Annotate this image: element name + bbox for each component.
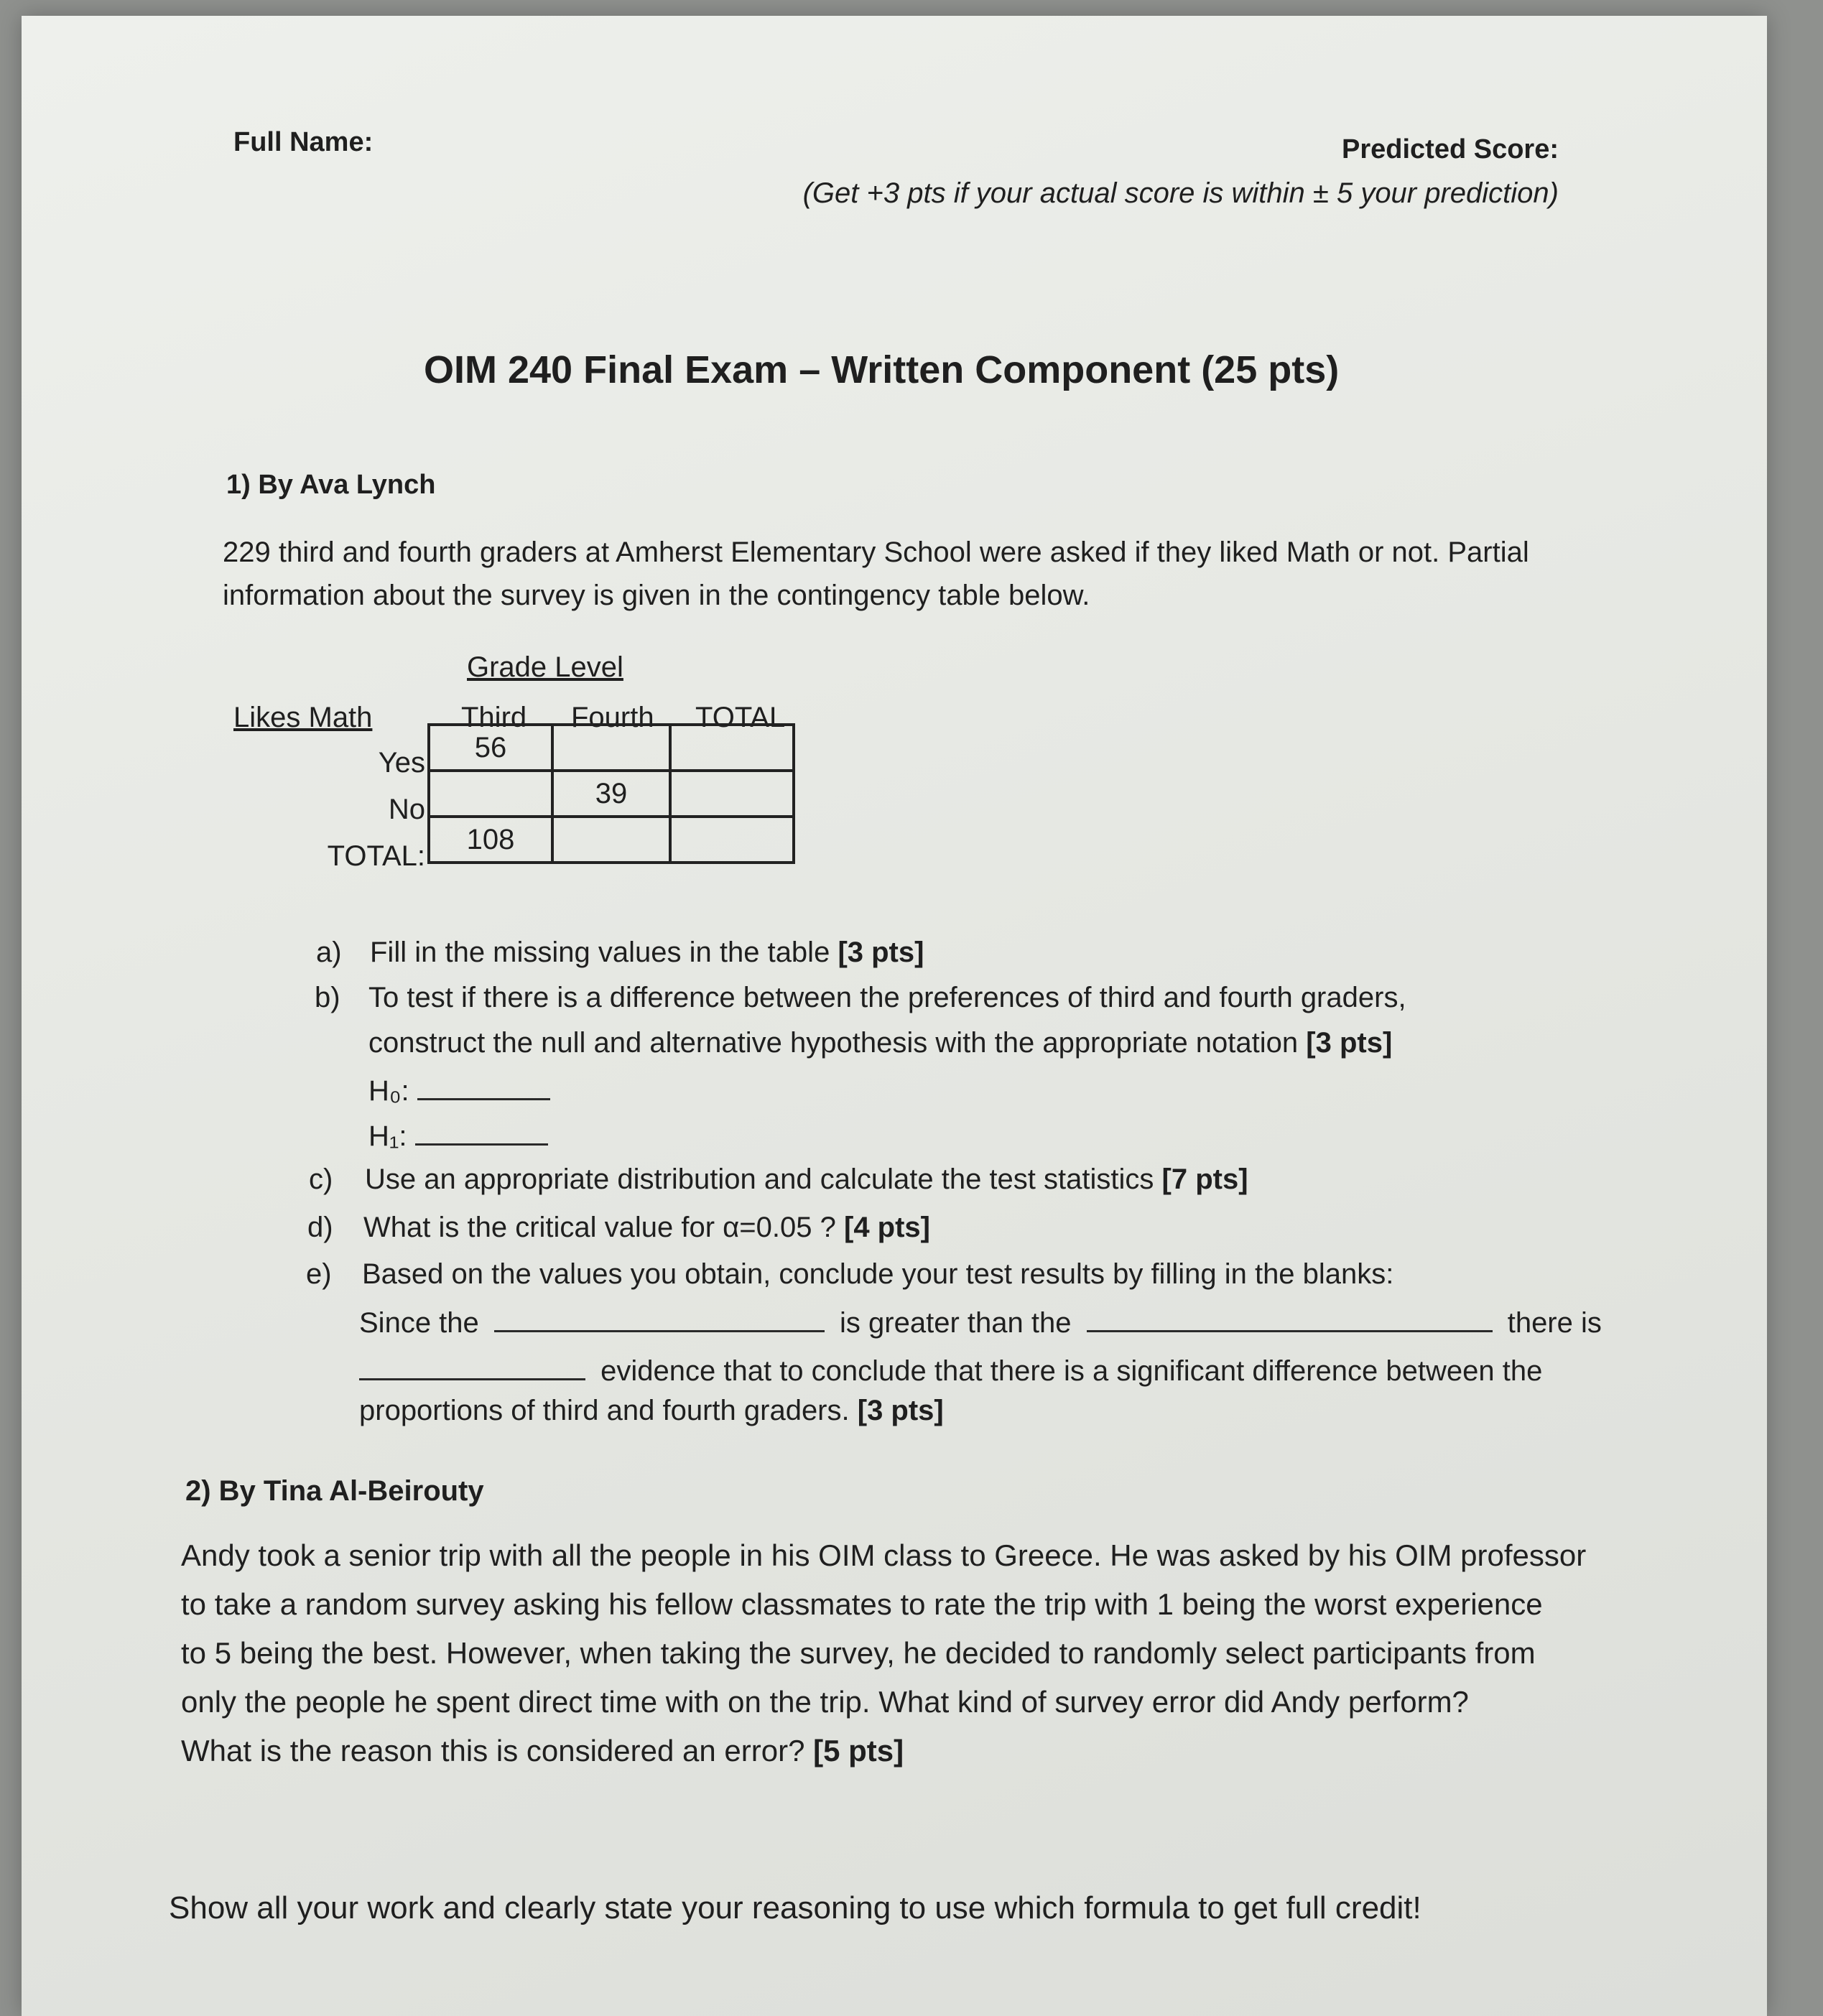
part-d-marker: d) — [307, 1212, 333, 1243]
bonus-note: (Get +3 pts if your actual score is within ± 5 your prediction) — [802, 177, 1559, 209]
e-blank-evidence[interactable] — [359, 1378, 585, 1380]
table-row — [429, 771, 794, 817]
part-a-marker: a) — [316, 937, 342, 968]
part-e-marker: e) — [306, 1258, 332, 1290]
h1-label: H₁: — [368, 1120, 407, 1152]
contingency-table — [427, 723, 795, 864]
predicted-score-label: Predicted Score: — [1342, 134, 1559, 164]
q2-line4: only the people he spent direct time with on the trip. What kind of survey error did Andy perform? — [181, 1685, 1469, 1719]
row-group-label: Likes Math — [233, 702, 373, 733]
cell-yes-third[interactable]: 56 — [429, 725, 552, 771]
e-there-text: there is — [1507, 1307, 1602, 1339]
part-a — [370, 937, 924, 969]
e-since-text: Since the — [359, 1307, 479, 1339]
part-d-points: [4 pts] — [844, 1212, 930, 1243]
q1-heading: 1) By Ava Lynch — [226, 470, 436, 500]
table-row — [429, 817, 794, 863]
alternative-hypothesis — [368, 1120, 548, 1153]
e-blank-statistic[interactable] — [494, 1329, 825, 1332]
exam-page — [22, 16, 1767, 2016]
part-b-points: [3 pts] — [1306, 1027, 1393, 1059]
null-hypothesis — [368, 1075, 550, 1107]
q2-points: [5 pts] — [813, 1734, 904, 1768]
row-label-total: TOTAL: — [327, 840, 425, 872]
part-b-line1: To test if there is a difference between the preferences of third and fourth graders, — [368, 982, 1406, 1013]
part-b-text2: construct the null and alternative hypothesis with the appropriate notation — [368, 1027, 1299, 1059]
exam-title: OIM 240 Final Exam – Written Component (25 pts) — [424, 348, 1340, 391]
part-e-points: [3 pts] — [857, 1395, 944, 1426]
part-c-text: Use an appropriate distribution and calculate the test statistics — [365, 1163, 1154, 1195]
part-c-marker: c) — [309, 1163, 333, 1195]
h0-label: H₀: — [368, 1075, 409, 1107]
part-a-points: [3 pts] — [838, 937, 924, 968]
q2-line1: Andy took a senior trip with all the people in his OIM class to Greece. He was asked by his OIM professor — [181, 1538, 1587, 1572]
part-d-text: What is the critical value for α=0.05 ? — [363, 1212, 836, 1243]
cell-no-total[interactable] — [670, 771, 794, 817]
column-header-fourth: Fourth — [571, 702, 654, 733]
column-header-total: TOTAL — [695, 702, 786, 733]
column-header-third: Third — [461, 702, 527, 733]
e-blank-critical[interactable] — [1087, 1329, 1493, 1332]
cell-total-total[interactable] — [670, 817, 794, 863]
cell-no-third[interactable] — [429, 771, 552, 817]
table-row — [429, 725, 794, 771]
part-b-marker: b) — [315, 982, 340, 1013]
part-e-since-line — [359, 1307, 1602, 1339]
column-group-label: Grade Level — [467, 651, 623, 683]
e-evidence-text: evidence that to conclude that there is a significant difference between the — [600, 1355, 1543, 1387]
part-a-text: Fill in the missing values in the table — [370, 937, 830, 968]
row-label-no: No — [388, 794, 425, 825]
part-c — [365, 1163, 1248, 1196]
q1-intro-line2: information about the survey is given in the contingency table below. — [223, 580, 1090, 611]
cell-no-fourth[interactable]: 39 — [552, 771, 670, 817]
h0-blank[interactable] — [417, 1097, 550, 1100]
part-b-line2 — [368, 1027, 1392, 1059]
q1-intro-line1: 229 third and fourth graders at Amherst Elementary School were asked if they liked Math or not. Partial — [223, 536, 1529, 568]
q2-heading: 2) By Tina Al-Beirouty — [185, 1475, 484, 1507]
e-greater-text: is greater than the — [840, 1307, 1072, 1339]
part-e-evidence-line — [359, 1355, 1542, 1388]
q2-line3: to 5 being the best. However, when taking the survey, he decided to randomly select participants from — [181, 1636, 1536, 1670]
cell-yes-fourth[interactable] — [552, 725, 670, 771]
h1-blank[interactable] — [415, 1143, 548, 1146]
full-name-label: Full Name: — [233, 127, 374, 157]
part-e-text: Based on the values you obtain, conclude your test results by filling in the blanks: — [362, 1258, 1394, 1290]
cell-total-third[interactable]: 108 — [429, 817, 552, 863]
q2-line2: to take a random survey asking his fellow classmates to rate the trip with 1 being the worst experience — [181, 1587, 1543, 1621]
q2-line5 — [181, 1734, 904, 1768]
row-label-yes: Yes — [378, 747, 425, 779]
q2-line5-text: What is the reason this is considered an error? — [181, 1734, 805, 1768]
part-e-proportions-line — [359, 1395, 944, 1427]
part-c-points: [7 pts] — [1161, 1163, 1248, 1195]
footer-instruction: Show all your work and clearly state your reasoning to use which formula to get full credit! — [169, 1890, 1421, 1926]
e-proportions-text: proportions of third and fourth graders. — [359, 1395, 850, 1426]
cell-yes-total[interactable] — [670, 725, 794, 771]
cell-total-fourth[interactable] — [552, 817, 670, 863]
part-d — [363, 1212, 930, 1244]
